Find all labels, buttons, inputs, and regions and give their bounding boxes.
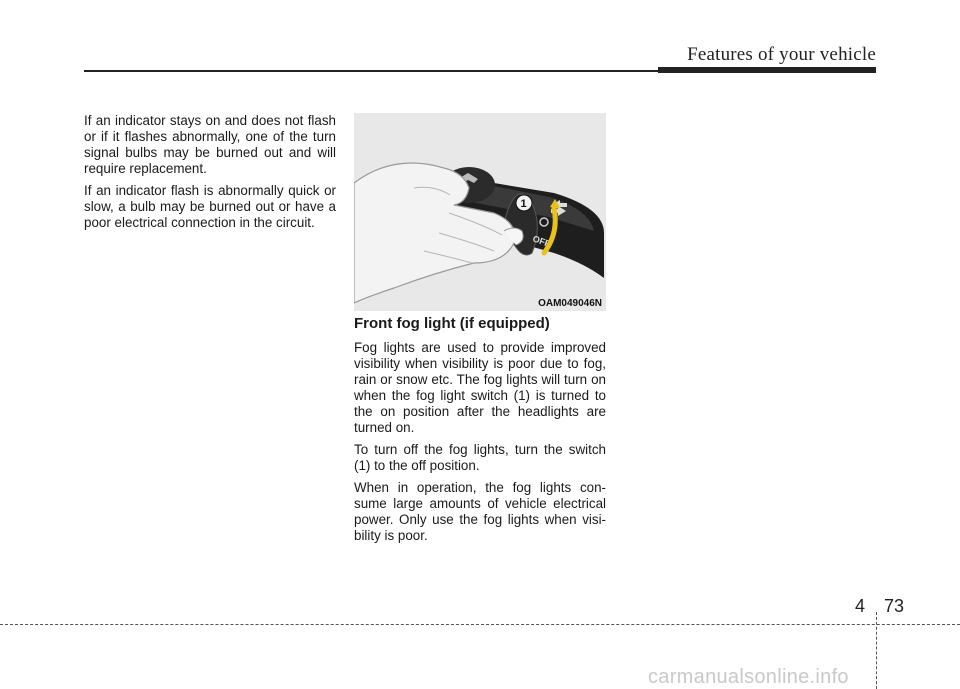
callout-number: 1: [520, 198, 527, 210]
chapter-number: 4: [855, 596, 866, 616]
paragraph: If an indicator stays on and does not flash or if it flashes abnormally, one of the turn signal bulbs may be burned out and will require replacement.: [84, 113, 336, 176]
header-rule-accent: [658, 67, 876, 73]
paragraph: To turn off the fog lights, turn the switch (1) to the off position.: [354, 442, 606, 473]
left-column: [84, 113, 336, 237]
paragraph: Fog lights are used to provide improved visibility when visibility is poor due to fog, rain or snow etc. The fog lights will turn on when the fog light switch (1) is turned to the on position after the headlights are turned on.: [354, 340, 606, 435]
header-title: Features of your vehicle: [687, 44, 876, 65]
switch-off-label: OFF: [531, 233, 552, 250]
footer-rule: [0, 624, 960, 625]
header-rule: [84, 70, 660, 72]
paragraph: When in operation, the fog lights con-sume large amounts of vehicle electrical power. Only use the fog lights when visi-bility is poor.: [354, 480, 606, 543]
paragraph: If an indicator flash is abnormally quick or slow, a bulb may be burned out or have a poor electrical connection in the circuit.: [84, 183, 336, 230]
right-column: [354, 316, 606, 550]
fog-light-switch-figure: [354, 113, 606, 311]
page-number: 73: [884, 596, 905, 616]
watermark: carmanualsonline.info: [648, 666, 849, 688]
figure-caption: OAM049046N: [538, 298, 602, 309]
footer-divider: [876, 612, 877, 689]
hand-on-stalk-illustration: [354, 113, 606, 311]
section-heading: Front fog light (if equipped): [354, 315, 550, 332]
